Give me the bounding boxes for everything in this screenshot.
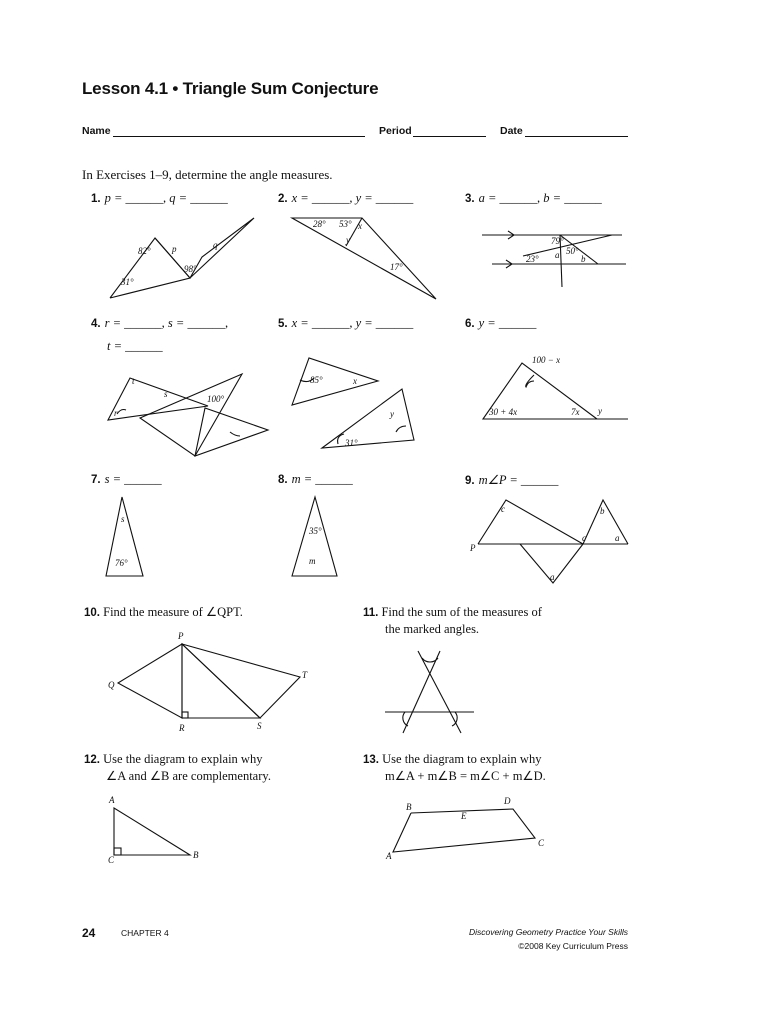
d9-label-c-top: c xyxy=(501,504,505,514)
d2-label-53: 53° xyxy=(339,219,352,229)
diagram-11 xyxy=(385,651,474,733)
d10-label-T: T xyxy=(302,670,308,680)
d3-label-50: 50° xyxy=(566,246,579,256)
exercise-7: 7. s = ______ xyxy=(91,472,162,486)
exercise-12-line2: ∠A and ∠B are complementary. xyxy=(106,769,271,783)
d5-label-x: x xyxy=(353,376,357,386)
page-number: 24 xyxy=(82,926,96,940)
d8-label-35: 35° xyxy=(309,526,322,536)
d13-label-A: A xyxy=(386,851,392,861)
period-label: Period xyxy=(379,125,412,137)
d1-label-82: 82° xyxy=(138,246,151,256)
d4-label-s: s xyxy=(164,389,168,399)
d6-label-100-x: 100 − x xyxy=(532,355,561,365)
exercise-12: 12. Use the diagram to explain why xyxy=(84,752,263,766)
d5-label-85: 85° xyxy=(310,375,323,385)
exercise-8: 8. m = ______ xyxy=(278,472,353,486)
exercise-1: 1. p = ______, q = ______ xyxy=(91,191,228,205)
d12-label-A: A xyxy=(109,795,115,805)
exercise-6: 6. y = ______ xyxy=(465,316,537,330)
d1-label-98: 98° xyxy=(184,264,197,274)
d12-label-B: B xyxy=(193,850,199,860)
exercise-10: 10. Find the measure of ∠QPT. xyxy=(84,605,243,619)
d4-label-r: r xyxy=(114,408,118,418)
instructions: In Exercises 1–9, determine the angle measures. xyxy=(82,167,333,182)
d8-label-m: m xyxy=(309,556,316,566)
diagram-2 xyxy=(292,218,436,299)
exercise-5: 5. x = ______, y = ______ xyxy=(278,316,414,330)
diagram-12 xyxy=(114,808,190,855)
d13-label-B: B xyxy=(406,802,412,812)
d2-label-y: y xyxy=(346,235,350,245)
d2-label-x: x xyxy=(358,221,362,231)
date-label: Date xyxy=(500,125,523,137)
exercise-11-line2: the marked angles. xyxy=(385,622,480,636)
d9-label-a-bottom: a xyxy=(550,572,555,582)
d7-label-76: 76° xyxy=(115,558,128,568)
exercise-13-line2: m∠A + m∠B = m∠C + m∠D. xyxy=(385,769,546,783)
diagram-4 xyxy=(108,374,268,456)
page-title: Lesson 4.1 • Triangle Sum Conjecture xyxy=(82,79,379,98)
d5-label-31: 31° xyxy=(345,438,358,448)
d9-label-a-right: a xyxy=(615,533,620,543)
exercise-2: 2. x = ______, y = ______ xyxy=(278,191,414,205)
d2-label-17: 17° xyxy=(390,262,403,272)
d13-label-C: C xyxy=(538,838,545,848)
d3-label-a: a xyxy=(555,250,560,260)
diagram-5 xyxy=(292,358,414,448)
d10-label-R: R xyxy=(179,723,185,733)
d2-label-28: 28° xyxy=(313,219,326,229)
d10-label-P: P xyxy=(178,631,184,641)
d4-label-t: t xyxy=(132,376,135,386)
d6-label-7x: 7x xyxy=(571,407,580,417)
d1-label-q: q xyxy=(213,240,218,250)
d3-label-79: 79° xyxy=(551,236,564,246)
d7-label-s: s xyxy=(121,514,125,524)
d9-label-P: P xyxy=(470,543,476,553)
d3-label-23: 23° xyxy=(526,254,539,264)
d6-label-30-4x: 30 + 4x xyxy=(489,407,518,417)
exercise-13: 13. Use the diagram to explain why xyxy=(363,752,542,766)
d6-label-y: y xyxy=(598,406,602,416)
name-label: Name xyxy=(82,125,111,137)
exercise-4-line2: t = ______ xyxy=(107,339,163,353)
d10-label-Q: Q xyxy=(108,680,115,690)
d1-label-31: 31° xyxy=(121,277,134,287)
d13-label-E: E xyxy=(461,811,467,821)
exercise-9: 9. m∠P = ______ xyxy=(465,473,559,487)
exercise-11: 11. Find the sum of the measures of xyxy=(363,605,542,619)
d12-label-C: C xyxy=(108,855,115,865)
d13-label-D: D xyxy=(504,796,511,806)
exercise-4: 4. r = ______, s = ______, xyxy=(91,316,229,330)
chapter-label: CHAPTER 4 xyxy=(121,928,169,938)
d9-label-c-mid: c xyxy=(582,533,586,543)
d1-label-p: p xyxy=(172,244,177,254)
d9-label-b: b xyxy=(600,506,605,516)
copyright: ©2008 Key Curriculum Press xyxy=(518,941,628,951)
exercise-3: 3. a = ______, b = ______ xyxy=(465,191,602,205)
book-title: Discovering Geometry Practice Your Skills xyxy=(468,927,628,937)
d5-label-y: y xyxy=(390,409,394,419)
diagram-10 xyxy=(118,644,300,718)
d3-label-b: b xyxy=(581,254,586,264)
d4-label-100: 100° xyxy=(207,394,225,404)
d10-label-S: S xyxy=(257,721,262,731)
